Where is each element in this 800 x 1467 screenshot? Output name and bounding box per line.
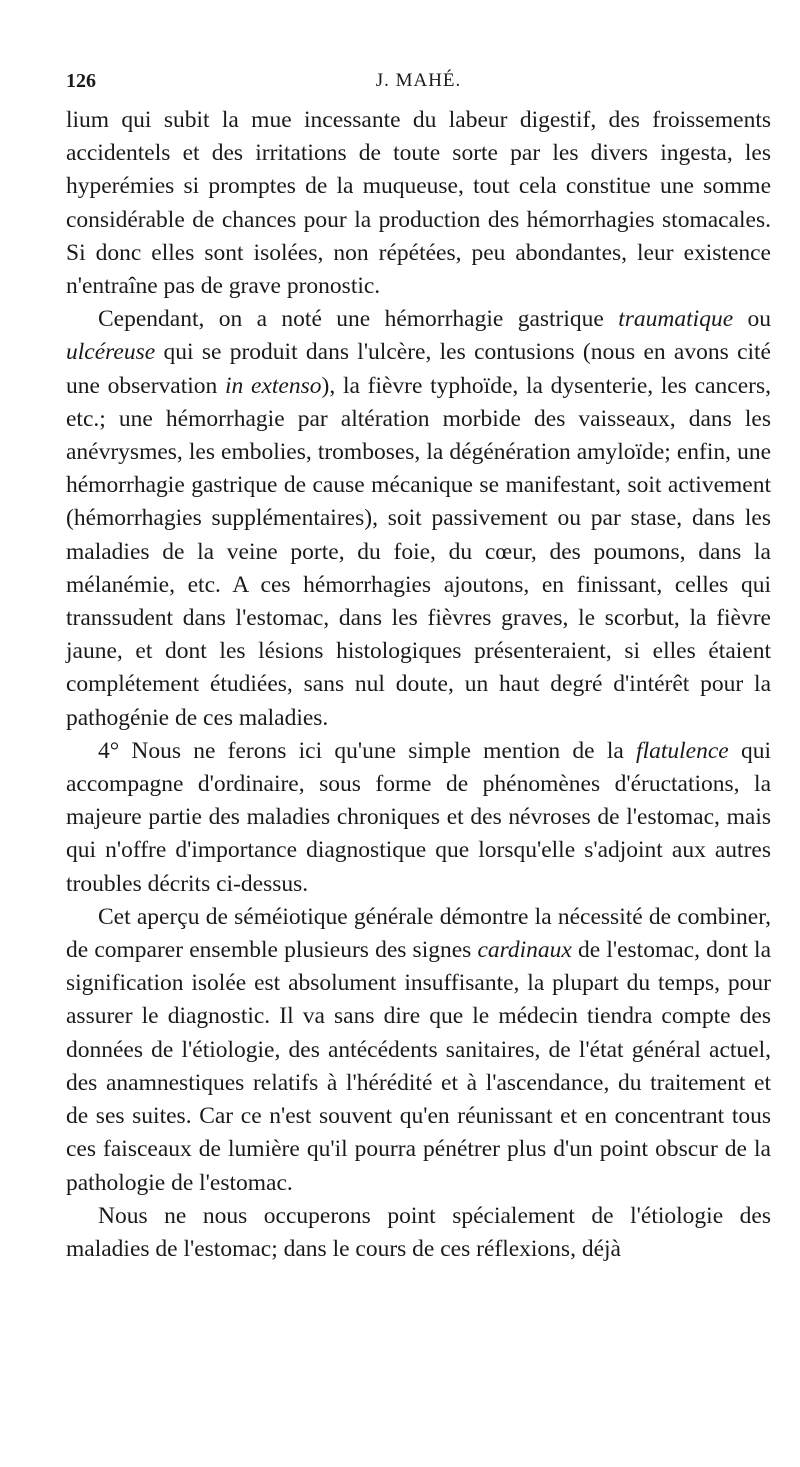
italic-text: flatulence <box>636 737 729 764</box>
text-run: ou <box>733 306 772 333</box>
italic-text: cardinaux <box>477 937 572 964</box>
text-run: Cet aperçu de séméiotique générale démontre la nécessité de combiner, de comparer ensemble plusieurs des signes <box>66 903 771 964</box>
text-run: Cependant, on a noté une hémorrhagie gastrique <box>98 306 619 333</box>
text-run: qui accompagne d'ordinaire, sous forme de phénomènes d'éructations, la majeure partie des maladies chroniques et des névroses de l'estomac, mais qui n'offre d'importance diagnostique que lorsqu'elle s'adjoint aux autres troubles décrits ci-dessus. <box>66 737 771 897</box>
text-run: lium qui subit la mue incessante du labeur digestif, des froissements accidentels et des irritations de toute sorte par les divers ingesta, les hyperémies si promptes de la muqueuse, tout cela constitue une somme considérable de chances pour la production des hémorrhagies stomacales. Si donc elles sont isolées, non répétées, peu abondantes, leur existence n'entraîne pas de grave pronostic. <box>66 107 771 300</box>
text-run: ), la fièvre typhoïde, la dysenterie, les cancers, etc.; une hémorrhagie par altération morbide des vaisseaux, dans les anévrysmes, les embolies, tromboses, la dégénération amyloïde; enfin, une hémorrhagie gastrique de cause mécanique se manifestant, soit activement (hémorrhagies supplémentaires), soit passivement ou par stase, dans les maladies de la veine porte, du foie, du cœur, des poumons, dans la mélanémie, etc. A ces hémorrhagies ajoutons, en finissant, celles qui transsudent dans l'estomac, dans les fièvres graves, le scorbut, la fièvre jaune, et dont les lésions histologiques présenteraient, si elles étaient complétement étudiées, sans nul doute, un haut degré d'intérêt pour la pathogénie de ces maladies. <box>66 372 771 731</box>
text-run: qui se produit dans l'ulcère, les contusions (nous en avons cité une observation <box>66 339 771 399</box>
text-run: Nous ne nous occuperons point spécialement de l'étiologie des maladies de l'estomac; dans le cours de ces réflexions, déjà <box>66 1202 771 1262</box>
paragraph <box>66 735 771 901</box>
paragraph <box>66 303 771 735</box>
running-head: J. MAHÉ. <box>375 70 462 91</box>
page-header <box>66 70 771 98</box>
page-number: 126 <box>66 70 96 92</box>
text-run: 4° Nous ne ferons ici qu'une simple mention de la <box>98 737 637 764</box>
paragraph <box>66 104 771 303</box>
paragraph <box>66 1200 771 1266</box>
text-run: de l'estomac, dont la signification isolée est absolument insuffisante, la plupart du temps, pour assurer le diagnostic. Il va sans dire que le médecin tiendra compte des données de l'étiologie, des antécédents sanitaires, de l'état général actuel, des anamnestiques relatifs à l'hérédité et à l'ascendance, du traitement et de ses suites. Car ce n'est souvent qu'en réunissant et en concentrant tous ces faisceaux de lumière qu'il pourra pénétrer plus d'un point obscur de la pathologie de l'estomac. <box>66 937 772 1196</box>
italic-text: in extenso <box>225 372 322 399</box>
italic-text: ulcéreuse <box>66 339 156 366</box>
body-text <box>66 104 771 1266</box>
italic-text: traumatique <box>618 306 734 333</box>
paragraph <box>66 901 771 1200</box>
